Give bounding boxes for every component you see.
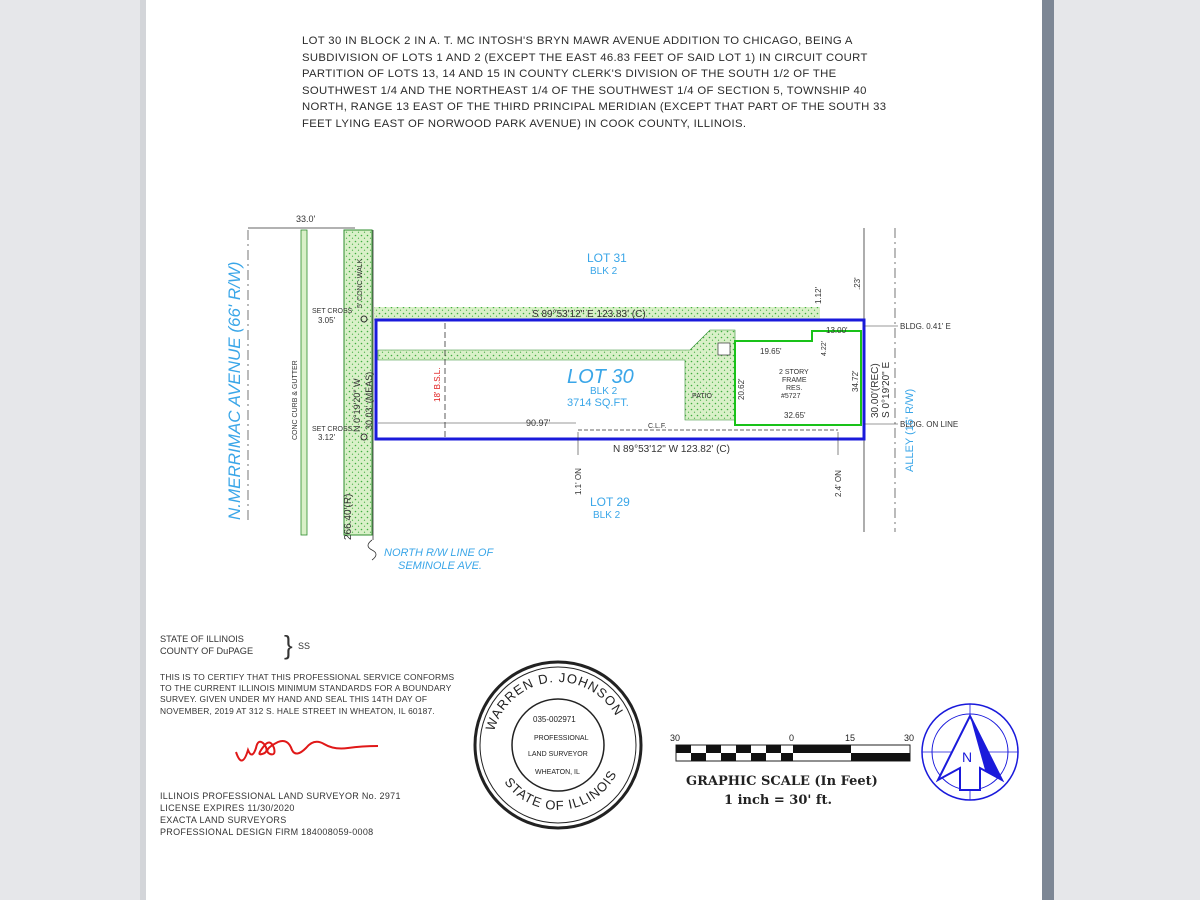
- set-cross-value: 3.05': [318, 316, 336, 325]
- north-rw-label: NORTH R/W LINE OF: [384, 547, 494, 559]
- scale-subtitle: 1 inch = 30' ft.: [724, 793, 832, 808]
- state-block: [160, 634, 253, 657]
- dim-label: 4.22': [821, 341, 828, 356]
- seal-line: WHEATON, IL: [535, 769, 580, 776]
- seal-bottom-arc: STATE OF ILLINOIS: [501, 767, 620, 814]
- walk-label: 5' CONC WALK: [357, 258, 364, 308]
- lot-29-block: BLK 2: [593, 510, 621, 521]
- west-bearing-meas: 30.03' (MEAS): [364, 371, 374, 430]
- state-line: STATE OF ILLINOIS: [160, 634, 244, 644]
- set-cross-label: SET CROSS: [312, 308, 353, 315]
- dim-label: 13.00': [826, 326, 848, 335]
- certification-text: [160, 672, 500, 717]
- cert-line: TO THE CURRENT ILLINOIS MINIMUM STANDARDS FOR A BOUNDARY: [160, 683, 452, 694]
- graphic-scale: [670, 733, 914, 761]
- dim-label: 34.72': [851, 370, 860, 392]
- seal-top-arc: WARREN D. JOHNSON: [482, 669, 627, 733]
- west-distance: 266.40'(R): [343, 493, 354, 540]
- house-label: RES.: [786, 385, 803, 392]
- legal-line: SOUTHWEST 1/4 AND THE NORTHEAST 1/4 OF THE SOUTHWEST 1/4 OF SECTION 5, TOWNSHIP 40: [302, 84, 867, 97]
- lot-30-area: 3714 SQ.FT.: [567, 397, 629, 409]
- bsl-label: 18' B.S.L.: [433, 367, 442, 402]
- legal-line: LOT 30 IN BLOCK 2 IN A. T. MC INTOSH'S BRYN MAWR AVENUE ADDITION TO CHICAGO, BEING A: [302, 35, 853, 47]
- lot-30-block: BLK 2: [590, 386, 618, 397]
- license-line: PROFESSIONAL DESIGN FIRM 184008059-0008: [160, 827, 374, 837]
- ss-label: SS: [298, 641, 311, 651]
- lot-30-label: LOT 30: [567, 366, 634, 388]
- north-rw-label: SEMINOLE AVE.: [398, 560, 482, 572]
- lot-31-block: BLK 2: [590, 266, 618, 277]
- utility-box: [718, 343, 730, 355]
- bldg-note: BLDG. ON LINE: [900, 420, 959, 429]
- dim-label: 20.62': [737, 378, 746, 400]
- scale-title: GRAPHIC SCALE (In Feet): [686, 774, 878, 789]
- cert-line: NOVEMBER, 2019 AT 312 S. HALE STREET IN WHEATON, IL 60187.: [160, 705, 435, 716]
- north-bearing: S 89°53'12" E 123.83' (C): [532, 309, 646, 320]
- seal-number: 035-002971: [533, 715, 576, 724]
- east-bearing: S 0°19'20" E: [881, 361, 892, 418]
- street-name: N.MERRIMAC AVENUE (66' R/W): [225, 261, 244, 520]
- dim-label: 90.97': [526, 418, 551, 428]
- curb: [301, 230, 307, 535]
- brace-icon: }: [284, 630, 293, 660]
- house-label: FRAME: [782, 377, 807, 384]
- scale-tick: 0: [789, 733, 795, 743]
- scale-tick: 30: [904, 733, 915, 743]
- lot-29-label: LOT 29: [590, 495, 630, 509]
- south-bearing: N 89°53'12" W 123.82' (C): [613, 444, 730, 455]
- legal-line: SUBDIVISION OF LOTS 1 AND 2 (EXCEPT THE EAST 46.83 FEET OF SAID LOT 1) IN CIRCUIT COURT: [302, 51, 868, 64]
- rw-break: [368, 540, 376, 560]
- curb-label: CONC CURB & GUTTER: [292, 360, 299, 440]
- house-label: #5727: [781, 393, 801, 400]
- state-line: COUNTY OF DuPAGE: [160, 645, 254, 656]
- dim-label: 32.65': [784, 411, 806, 420]
- north-letter: N: [962, 749, 973, 765]
- west-bearing: N 0°19'20" W: [352, 378, 362, 432]
- clf-label: C.L.F.: [648, 423, 667, 430]
- legal-line: NORTH, RANGE 13 EAST OF THE THIRD PRINCIPAL MERIDIAN (EXCEPT THAT PART OF THE SOUTH 33: [302, 101, 887, 113]
- north-arrow: [922, 704, 1018, 800]
- dim-label: .23': [853, 277, 862, 290]
- surveyor-signature: [236, 741, 378, 761]
- offset-label: 1.1' ON: [574, 468, 583, 495]
- bldg-note: BLDG. 0.41' E: [900, 322, 951, 331]
- license-line: EXACTA LAND SURVEYORS: [160, 815, 287, 825]
- license-line: LICENSE EXPIRES 11/30/2020: [160, 803, 295, 813]
- alley-label: ALLEY (16' R/W): [904, 388, 916, 472]
- scale-tick: 15: [845, 733, 856, 743]
- scale-tick: 30: [670, 733, 681, 743]
- driveway: [378, 330, 735, 420]
- license-block: [160, 790, 401, 838]
- patio-label: PATIO: [692, 393, 712, 400]
- seal-line: PROFESSIONAL: [534, 735, 589, 742]
- east-bearing-rec: 30.00'(REC): [870, 363, 881, 418]
- street-offset-label: 33.0': [296, 214, 316, 224]
- cert-line: THIS IS TO CERTIFY THAT THIS PROFESSIONAL SERVICE CONFORMS: [160, 672, 455, 682]
- legal-line: FEET LYING EAST OF NORWOOD PARK AVENUE) IN COOK COUNTY, ILLINOIS.: [302, 117, 747, 130]
- seal-line: LAND SURVEYOR: [528, 751, 588, 758]
- set-cross-value: 3.12': [318, 433, 336, 442]
- cert-line: SURVEY. GIVEN UNDER MY HAND AND SEAL THIS 14TH DAY OF: [160, 694, 428, 705]
- dim-label: 19.65': [760, 347, 782, 356]
- house-label: 2 STORY: [779, 369, 809, 376]
- lot-31-label: LOT 31: [587, 251, 627, 265]
- set-cross-label: SET CROSS: [312, 426, 353, 433]
- legal-line: PARTITION OF LOTS 13, 14 AND 15 IN COUNTY CLERK'S DIVISION OF THE SOUTH 1/2 OF THE: [302, 68, 837, 80]
- offset-label: 2.4' ON: [834, 470, 843, 497]
- dim-label: 1.12': [814, 286, 823, 304]
- license-line: ILLINOIS PROFESSIONAL LAND SURVEYOR No. 2971: [160, 791, 401, 801]
